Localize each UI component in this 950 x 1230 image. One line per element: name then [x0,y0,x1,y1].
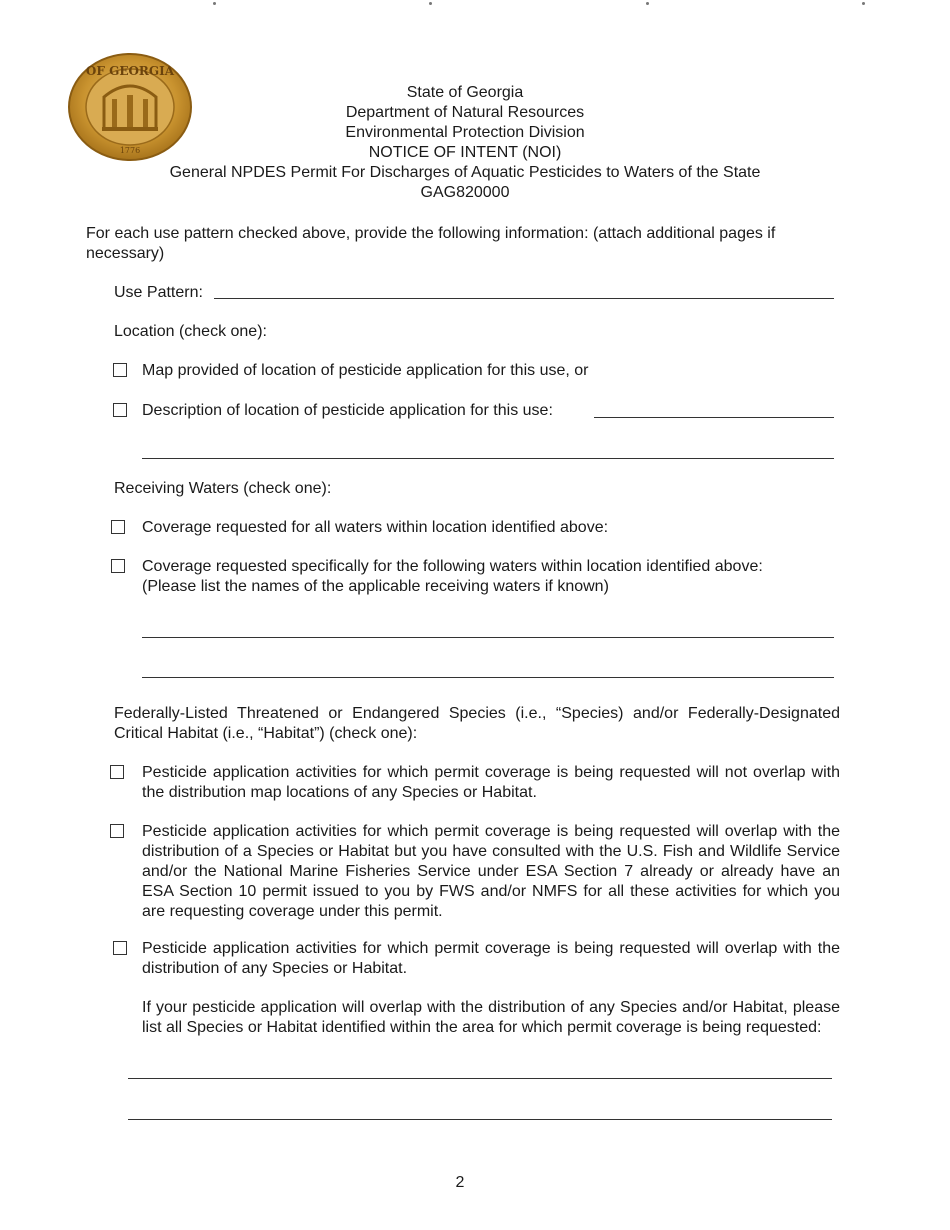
intro-text: For each use pattern checked above, provide the following information: (attach additional pages if necessary) [86,225,776,262]
use-pattern-field[interactable] [214,298,834,299]
location-map-checkbox[interactable] [113,363,127,377]
header-state: State of Georgia [406,84,524,101]
species-consulted-checkbox[interactable] [110,824,124,838]
location-description-checkbox[interactable] [113,403,127,417]
scan-mark [213,2,216,5]
species-no-overlap-checkbox[interactable] [110,765,124,779]
location-description-field-line2[interactable] [142,458,834,459]
page-number: 2 [455,1174,465,1191]
receiving-specific-waters-note: (Please list the names of the applicable receiving waters if known) [142,578,609,595]
header-notice-title: NOTICE OF INTENT (NOI) [368,144,562,161]
location-map-label: Map provided of location of pesticide application for this use, or [142,362,589,379]
receiving-all-waters-checkbox[interactable] [111,520,125,534]
header-department: Department of Natural Resources [345,104,585,121]
use-pattern-label: Use Pattern: [114,284,203,301]
header-permit-title: General NPDES Permit For Discharges of Aquatic Pesticides to Waters of the State [169,164,761,181]
header-permit-number: GAG820000 [420,184,510,201]
scan-mark [862,2,865,5]
species-list-field-line2[interactable] [128,1119,832,1120]
species-no-overlap-label: Pesticide application activities for which permit coverage is being requested will not overlap with the distribution map locations of any Species or Habitat. [142,764,840,801]
location-heading: Location (check one): [114,323,267,340]
svg-text:1776: 1776 [119,146,141,155]
receiving-all-waters-label: Coverage requested for all waters within location identified above: [142,519,609,536]
species-heading: Federally-Listed Threatened or Endangered Species (i.e., “Species) and/or Federally-Designated Critical Habitat (i.e., “Habitat”) (check one): [114,705,840,742]
species-consulted-label: Pesticide application activities for which permit coverage is being requested will overlap with the distribution of a Species or Habitat but you have consulted with the U.S. Fish and Wildlife Service and/or the National Marine Fisheries Service under ESA Section 7 already or already have an ESA Section 10 permit issued to you by FWS and/or NMFS for all these activities for which you are requesting coverage under this permit. [142,823,840,920]
receiving-waters-heading: Receiving Waters (check one): [114,480,332,497]
receiving-waters-field-line2[interactable] [142,677,834,678]
seal-lettering: OF GEORGIA [85,64,175,78]
scan-mark [646,2,649,5]
species-overlap-label: Pesticide application activities for which permit coverage is being requested will overlap with the distribution of any Species or Habitat. [142,940,840,977]
species-list-field-line1[interactable] [128,1078,832,1079]
species-list-instructions: If your pesticide application will overlap with the distribution of any Species and/or Habitat, please list all Species or Habitat identified within the area for which permit coverage is being requested: [142,999,840,1036]
receiving-waters-field-line1[interactable] [142,637,834,638]
receiving-specific-waters-checkbox[interactable] [111,559,125,573]
header-division: Environmental Protection Division [345,124,585,141]
location-description-label: Description of location of pesticide application for this use: [142,402,553,419]
location-description-field[interactable] [594,417,834,418]
scan-mark [429,2,432,5]
species-overlap-checkbox[interactable] [113,941,127,955]
receiving-specific-waters-label: Coverage requested specifically for the following waters within location identified above: [142,558,763,575]
